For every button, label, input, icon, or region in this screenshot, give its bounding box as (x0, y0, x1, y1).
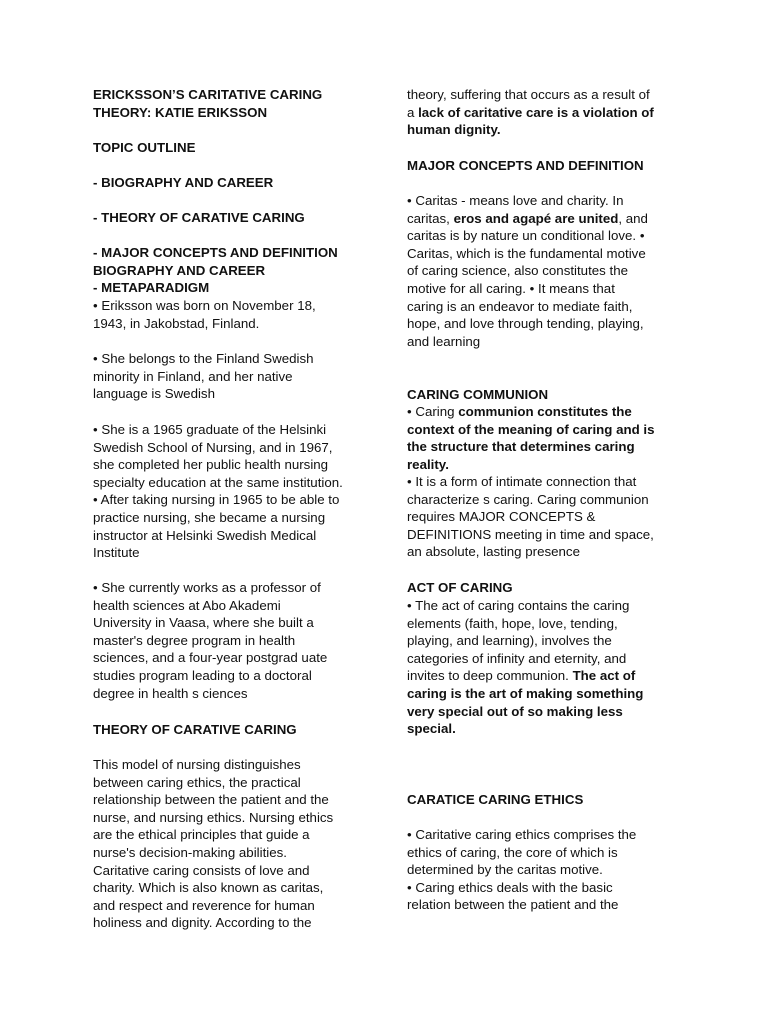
act-of-caring-text: • The act of caring contains the caring elements (faith, hope, love, tending, playing, and learning), involves the categories of infinity and eternity, and invites to deep communion. (407, 598, 630, 684)
topic-outline-list (93, 156, 368, 314)
caring-communion-heading: CARING COMMUNION (407, 387, 549, 402)
biography-paragraph-professor: • She currently works as a professor of health sciences at Abo Akademi University in Vaasa, where she built a master's degree program in health sciences, and a four-year postgrad uate studies program leading to a doctoral degree in health s ciences (93, 580, 328, 701)
biography-paragraph-education: • She is a 1965 graduate of the Helsinki Swedish School of Nursing, and in 1967, she completed her public health nursing specialty education at the same institution. • After taking nursing in 1965 to be able to practice nursing, she became a nursing instructor at Helsinki Swedish Medical Institute (93, 422, 343, 561)
outline-item: - THEORY OF CARATIVE CARING (93, 209, 305, 225)
caritas-text-end: , and caritas is by nature un conditional love. • Caritas, which is the fundamental motive of caring science, also constitutes the motive for all caring. • It means that caring is an endeavor to mediate faith, hope, and love through tending, playing, and learning (407, 210, 648, 349)
communion-text-start: • Caring (407, 404, 459, 419)
caritas-paragraph (407, 192, 682, 350)
caritas-text-start: • Caritas - means love and charity. In caritas, (407, 193, 624, 226)
outline-item: - METAPARADIGM (93, 280, 210, 296)
topic-outline-heading: TOPIC OUTLINE (93, 140, 196, 155)
theory-continuation-bold: lack of caritative care is a violation of human dignity. (407, 104, 654, 138)
major-concepts-heading: MAJOR CONCEPTS AND DEFINITION (407, 158, 644, 173)
caritas-bold-text: eros and agapé are united (453, 210, 619, 226)
act-of-caring-paragraph (407, 597, 682, 738)
communion-paragraph-connection: • It is a form of intimate connection that characterize s caring. Caring communion requires MAJOR CONCEPTS & DEFINITIONS meeting in time and space, an absolute, lasting presence (407, 474, 654, 560)
theory-paragraph: This model of nursing distinguishes between caring ethics, the practical relationship between the patient and the nurse, and nursing ethics. Nursing ethics are the ethical principles that guide a nurse's decision-making abilities. Caritative caring consists of love and charity. Which is also known as caritas, and respect and reverence for human holiness and dignity. According to the (93, 757, 334, 931)
outline-item: - BIOGRAPHY AND CAREER (93, 174, 274, 190)
biography-heading: BIOGRAPHY AND CAREER (93, 263, 266, 278)
theory-continuation-text: theory, suffering that occurs as a result of a (407, 87, 650, 120)
communion-paragraph (407, 403, 682, 473)
theory-continuation-paragraph (407, 86, 682, 139)
caring-ethics-heading: CARATICE CARING ETHICS (407, 792, 584, 807)
act-of-caring-heading: ACT OF CARING (407, 580, 513, 595)
document-title: ERICKSSON’S CARITATIVE CARING THEORY: KATIE ERIKSSON (93, 87, 323, 120)
caring-ethics-paragraph: • Caritative caring ethics comprises the ethics of caring, the core of which is determined by the caritas motive. • Caring ethics deals with the basic relation between the patient and the (407, 827, 637, 913)
act-of-caring-bold-text: The act of caring is the art of making something very special out of so making less special. (407, 668, 644, 737)
outline-item: - MAJOR CONCEPTS AND DEFINITION (93, 244, 338, 260)
theory-heading: THEORY OF CARATIVE CARING (93, 722, 297, 737)
biography-paragraph-birth: • Eriksson was born on November 18, 1943, in Jakobstad, Finland. (93, 298, 316, 331)
communion-bold-text: communion constitutes the context of the meaning of caring and is the structure that determines caring reality. (407, 404, 655, 472)
biography-paragraph-minority: • She belongs to the Finland Swedish minority in Finland, and her native language is Swedish (93, 351, 314, 402)
